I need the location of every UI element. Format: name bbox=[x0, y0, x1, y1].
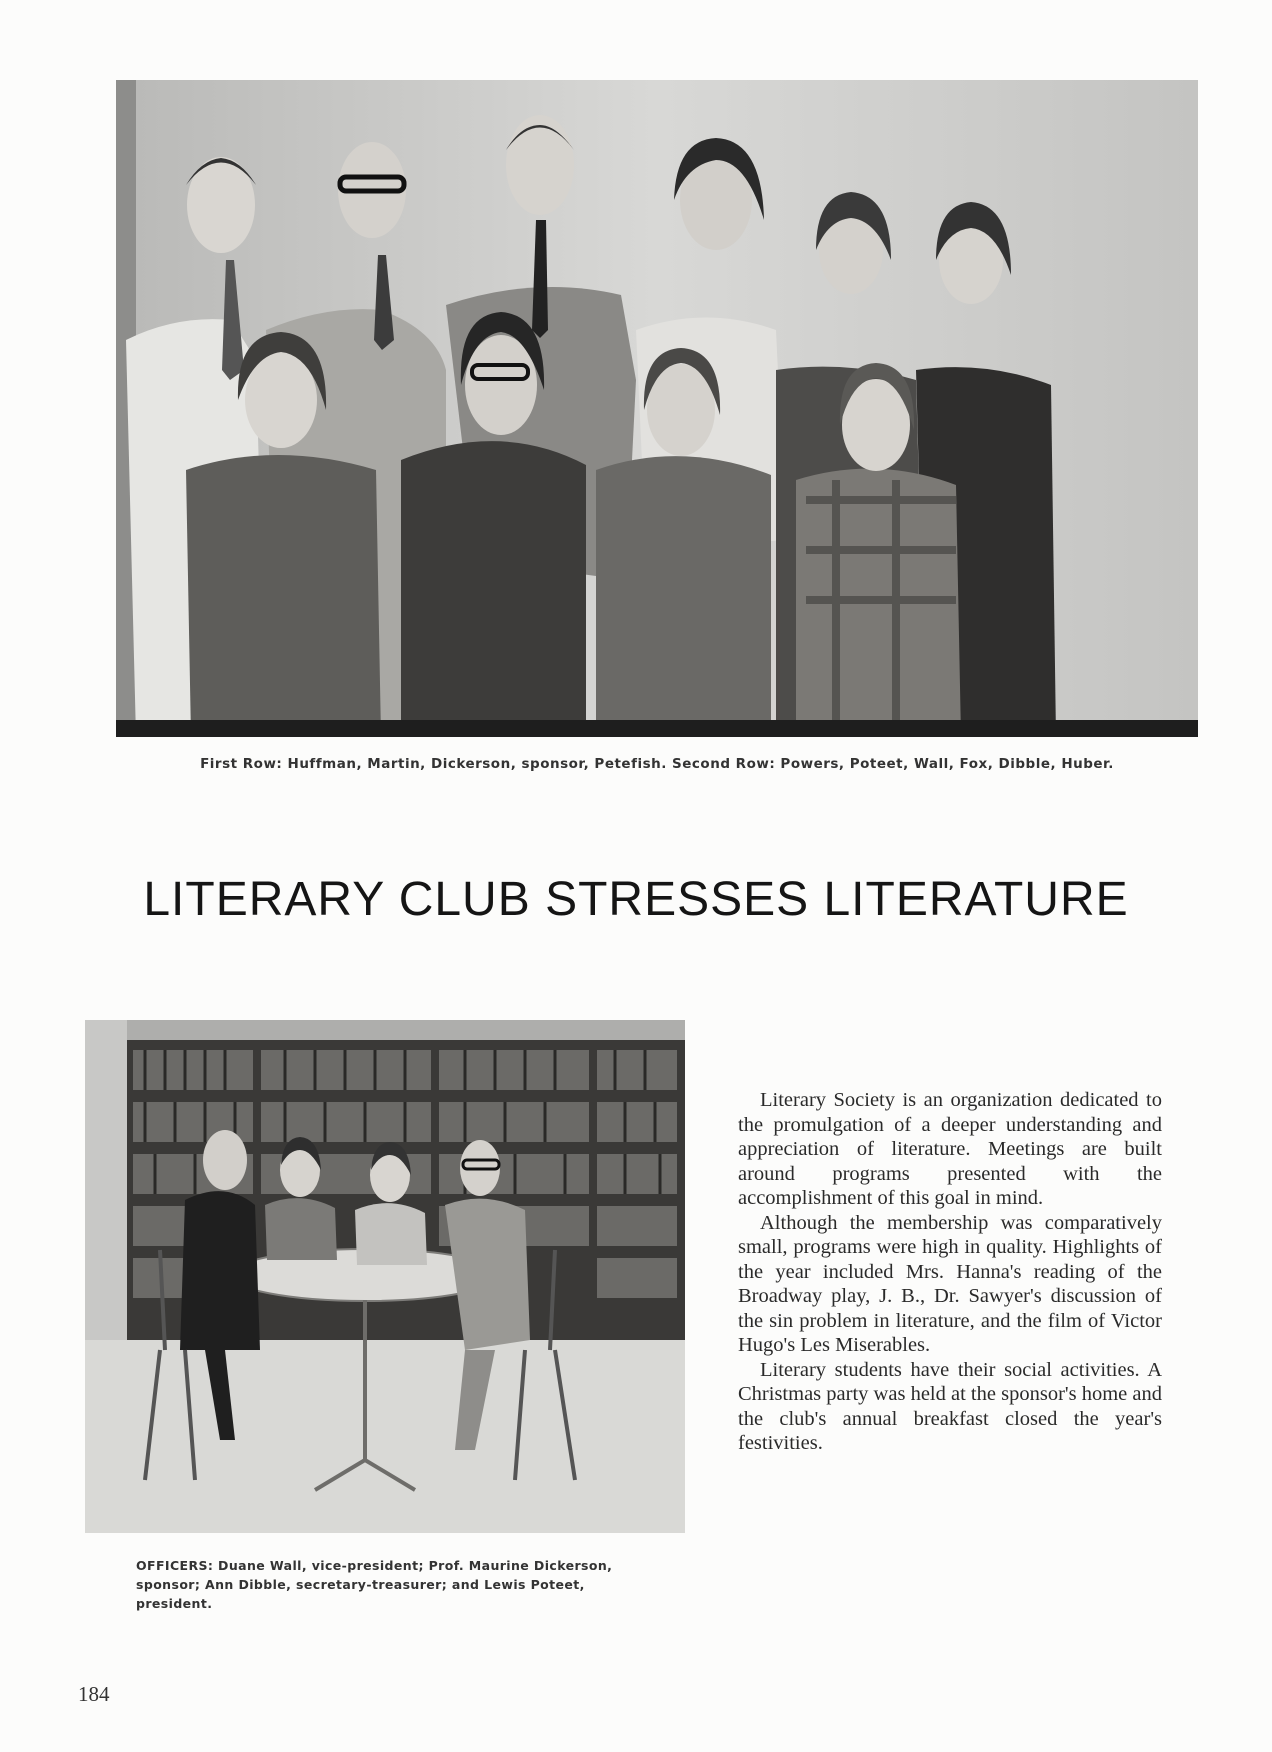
group-photo-caption: First Row: Huffman, Martin, Dickerson, sponsor, Petefish. Second Row: Powers, Poteet, Wall, Fox, Dibble, Huber. bbox=[200, 756, 1114, 772]
officers-photo-caption: OFFICERS: Duane Wall, vice-president; Prof. Maurine Dickerson, sponsor; Ann Dibble, secretary-treasurer; and Lewis Poteet, president. bbox=[136, 1558, 613, 1611]
headline: LITERARY CLUB STRESSES LITERATURE bbox=[143, 873, 1129, 926]
group-photo bbox=[116, 80, 1198, 737]
article-body bbox=[738, 1088, 1162, 1456]
officers-photo bbox=[85, 1020, 685, 1533]
article-paragraph-3: Literary students have their social activities. A Christmas party was held at the sponsor's home and the club's annual breakfast closed the year's festivities. bbox=[738, 1358, 1162, 1454]
group-photo-illustration bbox=[116, 80, 1198, 737]
article-paragraph-2: Although the membership was comparatively small, programs were high in quality. Highlights of the year included Mrs. Hanna's reading of the Broadway play, J. B., Dr. Sawyer's discussion of the sin problem in literature, and the film of Victor Hugo's Les Miserables. bbox=[738, 1211, 1162, 1356]
article-paragraph-1: Literary Society is an organization dedicated to the promulgation of a deeper understanding and appreciation of literature. Meetings are built around programs presented with the accomplishment of this goal in mind. bbox=[738, 1089, 1162, 1209]
page-number: 184 bbox=[78, 1682, 110, 1706]
officers-photo-illustration bbox=[85, 1020, 685, 1533]
